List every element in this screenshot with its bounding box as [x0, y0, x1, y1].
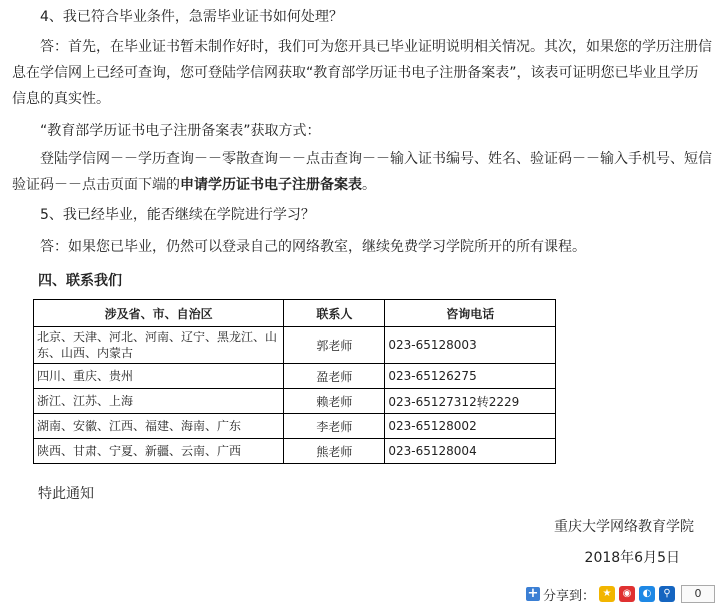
header-region: 涉及省、市、自治区: [34, 300, 284, 327]
phone-cell: 023-65128004: [385, 439, 556, 464]
record-form-steps-text: 登陆学信网－－学历查询－－零散查询－－点击查询－－输入证书编号、姓名、验证码－－输入手机号、短信验证码－－点击页面下端的: [12, 151, 712, 193]
weibo-icon[interactable]: ◉: [619, 586, 635, 602]
header-phone: 咨询电话: [385, 300, 556, 327]
table-row: [34, 327, 556, 364]
table-row: [34, 414, 556, 439]
table-row: [34, 389, 556, 414]
person-cell: 赖老师: [284, 389, 385, 414]
phone-cell: 023-65128003: [385, 327, 556, 364]
person-cell: 郭老师: [284, 327, 385, 364]
phone-cell: 023-65126275: [385, 364, 556, 389]
share-count: 0: [681, 585, 715, 603]
notice-text: 特此通知: [38, 486, 94, 502]
renren-icon[interactable]: ⚲: [659, 586, 675, 602]
share-label[interactable]: 分享到：: [543, 588, 596, 604]
region-cell: 北京、天津、河北、河南、辽宁、黑龙江、山东、山西、内蒙古: [34, 327, 284, 364]
phone-cell: 023-65128002: [385, 414, 556, 439]
faq-question-4: 4、我已符合毕业条件，急需毕业证书如何处理？: [40, 9, 343, 25]
region-cell: 陕西、甘肃、宁夏、新疆、云南、广西: [34, 439, 284, 464]
table-row: [34, 364, 556, 389]
table-row: [34, 439, 556, 464]
qzone-icon[interactable]: ★: [599, 586, 615, 602]
header-person: 联系人: [284, 300, 385, 327]
faq-answer-4: 答：首先，在毕业证书暂未制作好时，我们可为您开具已毕业证明说明相关情况。其次，如果您的学历注册信息在学信网上已经可查询，您可登陆学信网获取“教育部学历证书电子注册备案表”，该表可证明您已毕业且学历信息的真实性。: [12, 39, 712, 107]
record-form-steps: [12, 146, 712, 198]
record-form-steps-bold: 申请学历证书电子注册备案表: [180, 177, 362, 193]
faq-answer-5: 答：如果您已毕业，仍然可以登录自己的网络教室，继续免费学习学院所开的所有课程。: [40, 239, 586, 255]
phone-cell: 023-65127312转2229: [385, 389, 556, 414]
region-cell: 四川、重庆、贵州: [34, 364, 284, 389]
record-form-title: “教育部学历证书电子注册备案表”获取方式：: [40, 123, 321, 139]
person-cell: 熊老师: [284, 439, 385, 464]
organization-name: 重庆大学网络教育学院: [554, 519, 694, 535]
share-plus-icon[interactable]: +: [527, 586, 539, 601]
contact-table: [33, 299, 556, 464]
faq-question-5: 5、我已经毕业，能否继续在学院进行学习？: [40, 207, 315, 223]
section-title-contact: 四、联系我们: [38, 273, 122, 289]
region-cell: 湖南、安徽、江西、福建、海南、广东: [34, 414, 284, 439]
share-bar: [526, 583, 715, 605]
tencent-weibo-icon[interactable]: ◐: [639, 586, 655, 602]
record-form-steps-end: 。: [362, 177, 376, 193]
person-cell: 李老师: [284, 414, 385, 439]
publish-date: 2018年6月5日: [584, 550, 680, 566]
person-cell: 盈老师: [284, 364, 385, 389]
region-cell: 浙江、江苏、上海: [34, 389, 284, 414]
table-header-row: [34, 300, 556, 327]
